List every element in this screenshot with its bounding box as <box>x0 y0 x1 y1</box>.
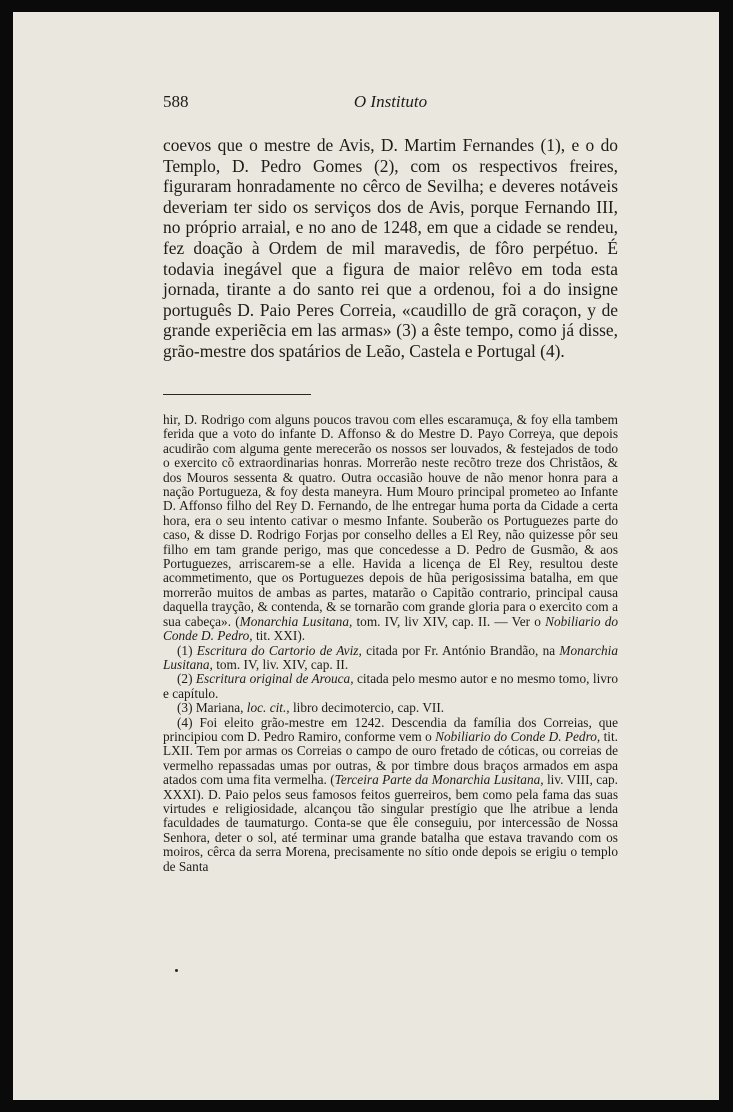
footnote-continuation-source2: Nobiliario do Conde D. Pedro, <box>163 613 618 644</box>
footnote-3-text2: libro decimotercio, cap. VII. <box>289 700 445 716</box>
footnote-continuation-source2-rest: tit. XXI). <box>252 628 306 644</box>
footnote-4-title2: Terceira Parte da Monarchia Lusitana, <box>334 772 544 788</box>
footnote-1-text2: tom. IV, liv. XIV, cap. II. <box>212 656 349 672</box>
footnote-3-marker: (3) <box>177 700 196 716</box>
footnote-1-marker: (1) <box>177 642 197 658</box>
footnote-3-title: loc. cit., <box>246 700 290 716</box>
footnote-continuation-source-rest: tom. IV, liv XIV, cap. II. — Ver o <box>352 613 546 629</box>
footnote-4-title: Nobiliario do Conde D. Pedro, <box>435 728 601 744</box>
footnote-continuation-source: Monarchia Lusitana, <box>239 613 353 629</box>
footnote-4-text: Foi eleito grão-mestre em 1242. Descendia da família dos Correias, que principiou com D. Pedro Ramiro, conforme vem o <box>163 714 618 744</box>
footnote-3-text: Mariana, <box>195 700 247 716</box>
footnote-4-text2: tit. LXII. Tem por armas os Correias o campo de ouro fretado de cóticas, ou correias de vermelho repassadas umas por outras, & por timbre dous braços armados em aspa atados com uma fita vermelha. ( <box>163 728 619 788</box>
footnote-1-title: Escritura do Cartorio de Aviz, <box>196 642 362 658</box>
footnotes <box>163 413 618 874</box>
footnote-2-text: citada pelo mesmo autor e no mesmo tomo, livro e capítulo. <box>163 671 618 701</box>
document-page <box>13 12 719 1100</box>
page-header <box>163 92 618 116</box>
footnote-1-text: citada por Fr. António Brandão, na <box>361 642 560 658</box>
footnote-1-title2: Monarchia Lusitana, <box>163 642 618 672</box>
footnote-4 <box>163 716 618 874</box>
footnote-continuation-text: hir, D. Rodrigo com alguns poucos travou com elles escaramuça, & foy ella tambem ferida que a voto do infante D. Affonso & do Mestre D. Payo Correya, que depois acudirão com alguma gente merecerão os nossos ser louvados, & festejados de todo o exercito cõ extraordinarias honras. Morrerão neste recõtro treze dos Christãos, & dos Mouros sessenta & quatro. Outra occasião houve de não menor honra para a nação Portugueza, & foy desta maneyra. Hum Mouro principal prometeo ao Infante D. Affonso filho del Rey D. Fernando, de lhe entregar huma porta da Cidade a certa hora, era o seu intento cativar o mesmo Infante. Souberão os Portuguezes parte do caso, & disse D. Rodrigo Forjas por conselho delles a El Rey, não quizesse pôr seu filho em tam grande perigo, mas que concedesse a D. Pedro de Gusmão, & aos Portuguezes, arriscarem-se a elle. Havida a licença de El Rey, resultou deste acommetimento, que os Portuguezes depois de hũa perigosissima batalha, em que morrerão muitos de ambas as partes, matarão o Capitão contrario, principal causa daquella trayção, & contenda, & se tornarão com grande gloria para o exercito com a sua cabeça». ( <box>163 412 618 629</box>
footnote-4-text3: liv. VIII, cap. XXXI). D. Paio pelos seus famosos feitos guerreiros, bem como pela fama das suas virtudes e religiosidade, alcançou tão singular prestígio que lhe atribue a lenda faculdades de taumaturgo. Conta-se que êle conseguiu, por intercessão de Nossa Senhora, deter o sol, até terminar uma grande batalha que estava travando com os moiros, cêrca da serra Morena, precisamente no sítio onde depois se erigiu o templo de Santa <box>163 772 619 874</box>
footnote-2 <box>163 672 618 701</box>
body-paragraph: coevos que o mestre de Avis, D. Martim Fernandes (1), e o do Templo, D. Pedro Gomes (2), com os respectivos freires, figuraram honradamente no cêrco de Sevilha; e deveres notáveis deveriam ter sido os serviços dos de Avis, porque Fernando III, no próprio arraial, e no ano de 1248, em que a cidade se rendeu, fez doação à Ordem de mil maravedis, de fôro perpétuo. É todavia inegável que a figura de maior relêvo em toda esta jornada, tirante a do santo rei que a ordenou, foi a do insigne português D. Paio Peres Correia, «caudillo de grã coraçon, y de grande experiẽcia em las armas» (3) a êste tempo, como já disse, grão-mestre dos spatários de Leão, Castela e Portugal (4). <box>163 135 618 361</box>
footnote-3 <box>163 701 618 715</box>
running-title: O Instituto <box>353 92 428 111</box>
footnote-continuation <box>163 413 618 644</box>
ink-speck <box>175 969 178 972</box>
footnote-1 <box>163 644 618 673</box>
footnote-2-title: Escritura original de Arouca, <box>195 671 354 687</box>
footnote-4-marker: (4) <box>177 714 200 730</box>
footnote-2-marker: (2) <box>177 671 196 687</box>
footnote-separator <box>163 394 311 395</box>
page-number: 588 <box>163 92 189 111</box>
